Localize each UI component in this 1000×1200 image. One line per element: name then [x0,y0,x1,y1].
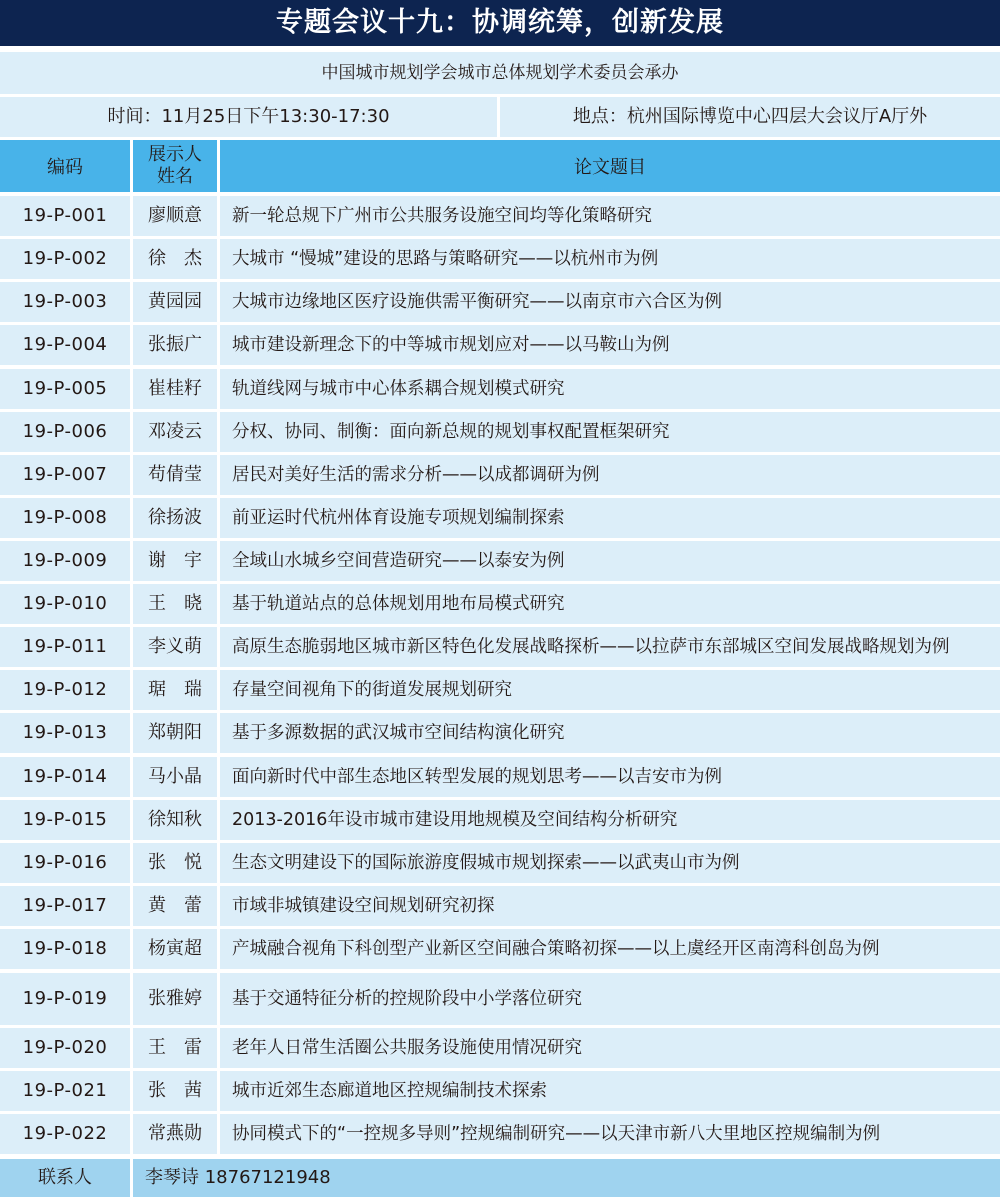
paper-title: 2013-2016年设市城市建设用地规模及空间结构分析研究 [220,800,1000,840]
paper-title: 全域山水城乡空间营造研究——以泰安为例 [220,541,1000,581]
table-row [0,1114,1000,1154]
paper-title: 产城融合视角下科创型产业新区空间融合策略初探——以上虞经开区南湾科创岛为例 [220,929,1000,969]
paper-title: 分权、协同、制衡：面向新总规的规划事权配置框架研究 [220,412,1000,452]
paper-code: 19-P-016 [0,843,130,883]
paper-title: 大城市 “慢城”建设的思路与策略研究——以杭州市为例 [220,239,1000,279]
column-header-paper-title: 论文题目 [220,140,1000,192]
presenter-name: 徐扬波 [133,498,217,538]
table-row [0,1071,1000,1111]
presenter-name: 黄园园 [133,282,217,322]
paper-title: 面向新时代中部生态地区转型发展的规划思考——以吉安市为例 [220,757,1000,797]
paper-title: 新一轮总规下广州市公共服务设施空间均等化策略研究 [220,196,1000,236]
paper-code: 19-P-014 [0,757,130,797]
paper-title: 轨道线网与城市中心体系耦合规划模式研究 [220,369,1000,409]
paper-title: 城市近郊生态廊道地区控规编制技术探索 [220,1071,1000,1111]
presenter-name: 徐 杰 [133,239,217,279]
paper-title: 老年人日常生活圈公共服务设施使用情况研究 [220,1028,1000,1068]
time-info: 时间：11月25日下午13:30-17:30 [0,97,497,137]
table-row [0,886,1000,926]
paper-code: 19-P-008 [0,498,130,538]
presenter-name: 徐知秋 [133,800,217,840]
table-row [0,412,1000,452]
table-row [0,670,1000,710]
presenter-name: 琚 瑞 [133,670,217,710]
paper-code: 19-P-018 [0,929,130,969]
presenter-name: 马小晶 [133,757,217,797]
paper-title: 生态文明建设下的国际旅游度假城市规划探索——以武夷山市为例 [220,843,1000,883]
paper-code: 19-P-021 [0,1071,130,1111]
paper-code: 19-P-012 [0,670,130,710]
presenter-name: 黄 蕾 [133,886,217,926]
paper-code: 19-P-017 [0,886,130,926]
presenter-name: 常燕勋 [133,1114,217,1154]
table-row [0,541,1000,581]
paper-title: 城市建设新理念下的中等城市规划应对——以马鞍山为例 [220,325,1000,365]
presenter-name: 苟倩莹 [133,455,217,495]
table-row [0,713,1000,753]
presenter-name: 张 悦 [133,843,217,883]
paper-code: 19-P-004 [0,325,130,365]
paper-title: 基于交通特征分析的控规阶段中小学落位研究 [220,973,1000,1025]
presenter-name: 邓凌云 [133,412,217,452]
place-info: 地点：杭州国际博览中心四层大会议厅A厅外 [500,97,1000,137]
paper-code: 19-P-015 [0,800,130,840]
presenter-name: 张 茜 [133,1071,217,1111]
presenter-name: 李义萌 [133,627,217,667]
contact-value: 李琴诗 18767121948 [133,1159,1000,1197]
paper-code: 19-P-022 [0,1114,130,1154]
table-row [0,239,1000,279]
presenter-name: 王 晓 [133,584,217,624]
paper-code: 19-P-007 [0,455,130,495]
paper-title: 基于多源数据的武汉城市空间结构演化研究 [220,713,1000,753]
contact-label: 联系人 [0,1159,130,1197]
paper-title: 居民对美好生活的需求分析——以成都调研为例 [220,455,1000,495]
paper-title: 前亚运时代杭州体育设施专项规划编制探索 [220,498,1000,538]
paper-title: 存量空间视角下的街道发展规划研究 [220,670,1000,710]
presenter-name: 杨寅超 [133,929,217,969]
table-row [0,498,1000,538]
table-row [0,843,1000,883]
table-row [0,800,1000,840]
presenter-name: 王 雷 [133,1028,217,1068]
presenter-name: 张振广 [133,325,217,365]
table-row [0,1028,1000,1068]
table-row [0,757,1000,797]
paper-code: 19-P-011 [0,627,130,667]
table-row [0,929,1000,969]
presenter-name: 谢 宇 [133,541,217,581]
column-header-presenter-line2: 姓名 [157,166,193,187]
column-header-presenter [133,140,217,192]
presenter-name: 张雅婷 [133,973,217,1025]
paper-code: 19-P-020 [0,1028,130,1068]
presenter-name: 崔桂籽 [133,369,217,409]
paper-code: 19-P-002 [0,239,130,279]
paper-code: 19-P-003 [0,282,130,322]
column-header-code: 编码 [0,140,130,192]
presenter-name: 廖顺意 [133,196,217,236]
paper-code: 19-P-019 [0,973,130,1025]
paper-code: 19-P-001 [0,196,130,236]
paper-title: 高原生态脆弱地区城市新区特色化发展战略探析——以拉萨市东部城区空间发展战略规划为例 [220,627,1000,667]
table-row [0,369,1000,409]
paper-code: 19-P-006 [0,412,130,452]
column-header-presenter-line1: 展示人 [148,144,202,165]
table-row [0,196,1000,236]
paper-code: 19-P-010 [0,584,130,624]
paper-title: 市域非城镇建设空间规划研究初探 [220,886,1000,926]
table-row [0,973,1000,1025]
table-row [0,282,1000,322]
table-row [0,325,1000,365]
presenter-name: 郑朝阳 [133,713,217,753]
paper-title: 大城市边缘地区医疗设施供需平衡研究——以南京市六合区为例 [220,282,1000,322]
table-row [0,584,1000,624]
paper-title: 协同模式下的“一控规多导则”控规编制研究——以天津市新八大里地区控规编制为例 [220,1114,1000,1154]
page-title: 专题会议十九：协调统筹，创新发展 [0,0,1000,46]
paper-code: 19-P-013 [0,713,130,753]
paper-title: 基于轨道站点的总体规划用地布局模式研究 [220,584,1000,624]
table-row [0,455,1000,495]
table-row [0,627,1000,667]
paper-code: 19-P-005 [0,369,130,409]
organizer-line: 中国城市规划学会城市总体规划学术委员会承办 [0,52,1000,94]
paper-code: 19-P-009 [0,541,130,581]
